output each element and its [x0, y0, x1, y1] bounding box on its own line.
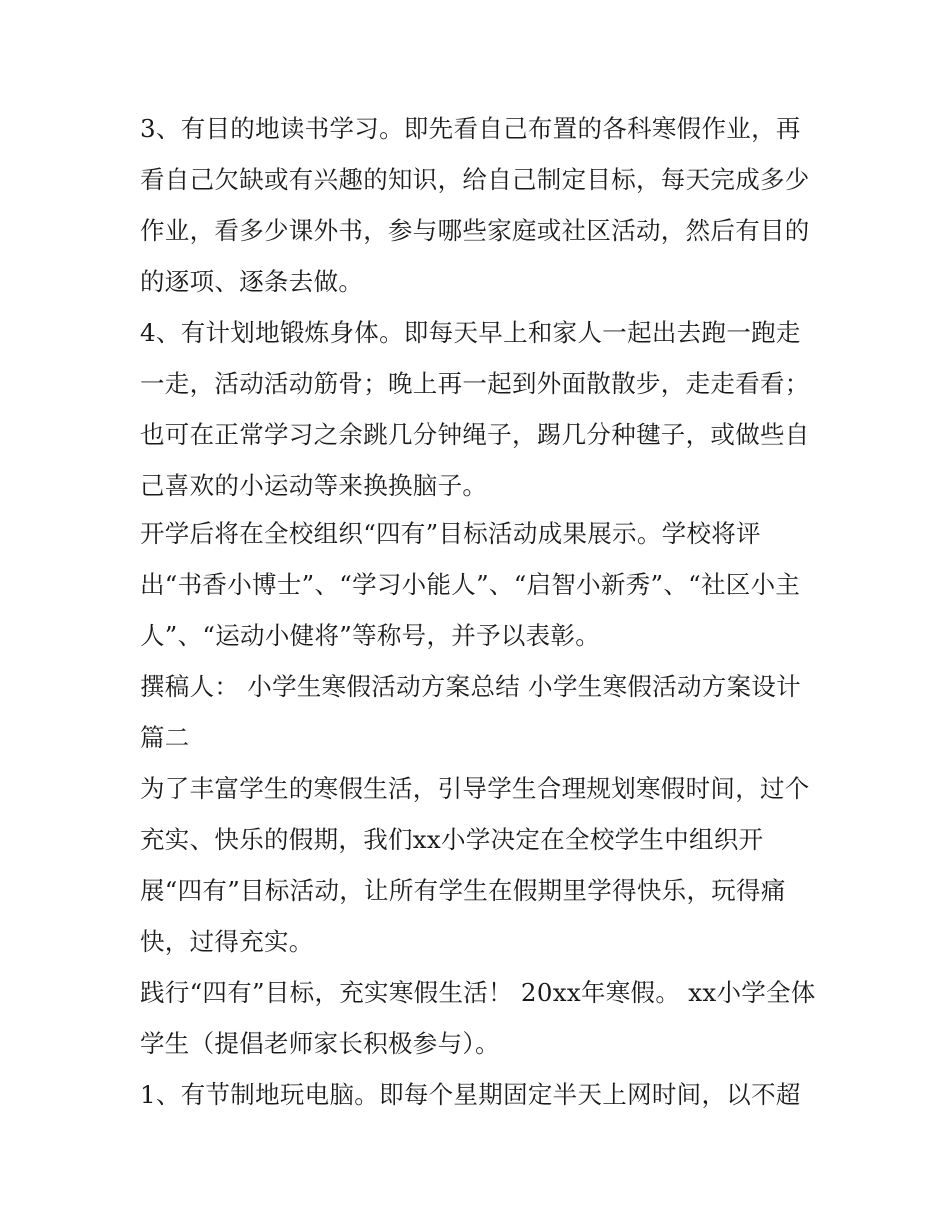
text-line: 展“四有”目标活动，让所有学生在假期里学得快乐，玩得痛: [140, 876, 786, 905]
text-line: 一走，活动活动筋骨；晚上再一起到外面散散步，走走看看；: [140, 369, 810, 398]
text-line: 的逐项、逐条去做。: [140, 267, 364, 296]
text-line: 快，过得充实。: [140, 927, 314, 956]
text-line: 3、有目的地读书学习。即先看自己布置的各科寒假作业，再: [140, 114, 801, 143]
text-line: 1、有节制地玩电脑。即每个星期固定半天上网时间，以不超: [140, 1080, 801, 1109]
text-line: 己喜欢的小运动等来换换脑子。: [140, 471, 488, 500]
text-line: 作业，看多少课外书，参与哪些家庭或社区活动，然后有目的: [140, 216, 810, 245]
text-line: 篇二: [140, 723, 190, 752]
text-line: 4、有计划地锻炼身体。即每天早上和家人一起出去跑一跑走: [140, 318, 801, 347]
text-line: 学生（提倡老师家长积极参与）。: [140, 1029, 500, 1058]
text-line: 出“书香小博士”、“学习小能人”、“启智小新秀”、“社区小主: [140, 570, 801, 599]
text-line: 看自己欠缺或有兴趣的知识，给自己制定目标，每天完成多少: [140, 165, 810, 194]
text-line: 践行“四有”目标，充实寒假生活！ 20xx年寒假。 xx小学全体: [140, 978, 816, 1007]
text-line: 撰稿人： 小学生寒假活动方案总结 小学生寒假活动方案设计: [140, 672, 801, 701]
text-line: 开学后将在全校组织“四有”目标活动成果展示。学校将评: [140, 519, 761, 548]
text-line: 人”、“运动小健将”等称号，并予以表彰。: [140, 621, 601, 650]
text-line: 为了丰富学生的寒假生活，引导学生合理规划寒假时间，过个: [140, 774, 810, 803]
text-line: 充实、快乐的假期，我们xx小学决定在全校学生中组织开: [140, 825, 764, 854]
text-line: 也可在正常学习之余跳几分钟绳子，踢几分种毽子，或做些自: [140, 420, 810, 449]
